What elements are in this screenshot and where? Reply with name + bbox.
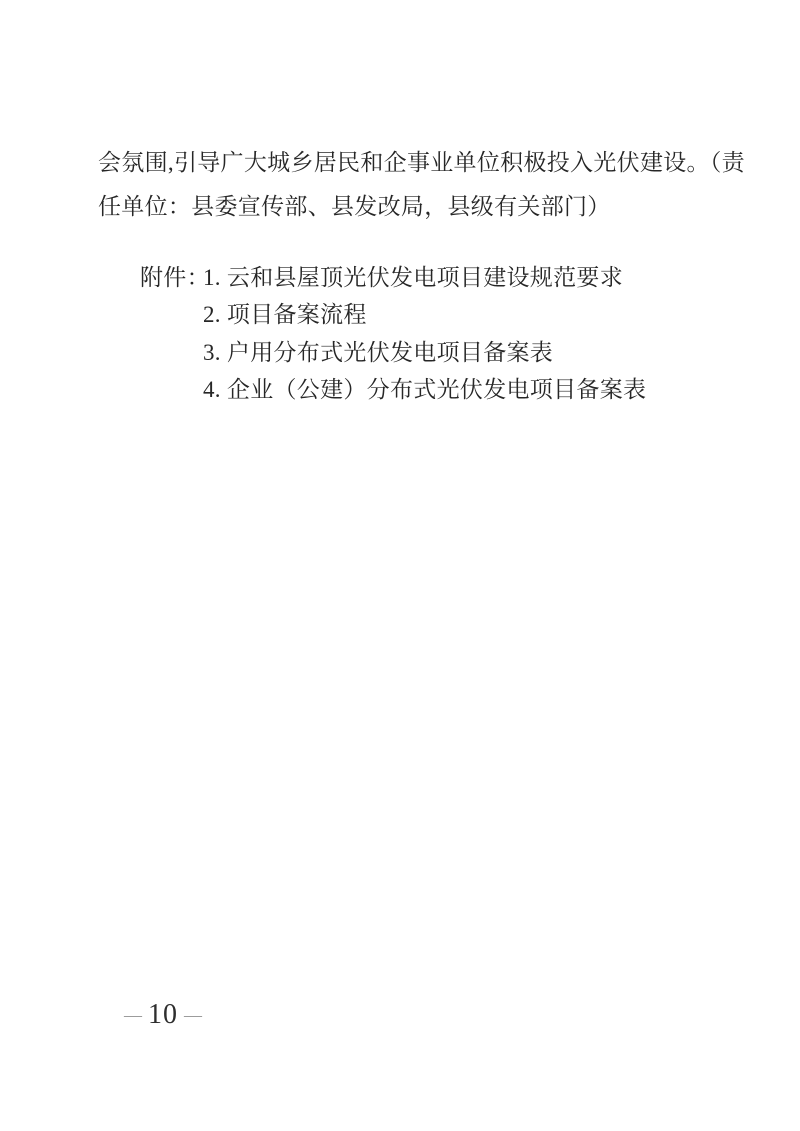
paragraph-line: 任单位：县委宣传部、县发改局，县级有关部门） bbox=[98, 194, 611, 219]
attachment-item: 2. 项目备案流程 bbox=[203, 302, 367, 327]
page-number-left-dash: — bbox=[124, 1005, 142, 1025]
attachments-row bbox=[140, 263, 623, 293]
attachment-item: 3. 户用分布式光伏发电项目备案表 bbox=[203, 340, 554, 365]
attachments-label: 附件： bbox=[140, 265, 210, 290]
attachment-item: 1. 云和县屋顶光伏发电项目建设规范要求 bbox=[203, 265, 623, 290]
attachment-item: 4. 企业（公建）分布式光伏发电项目备案表 bbox=[203, 377, 647, 402]
page-number-value: 10 bbox=[148, 999, 178, 1030]
page-number-right-dash: — bbox=[184, 1005, 202, 1025]
page-number bbox=[124, 1000, 202, 1030]
paragraph-line: 会氛围,引导广大城乡居民和企事业单位积极投入光伏建设。（责 bbox=[98, 150, 745, 175]
